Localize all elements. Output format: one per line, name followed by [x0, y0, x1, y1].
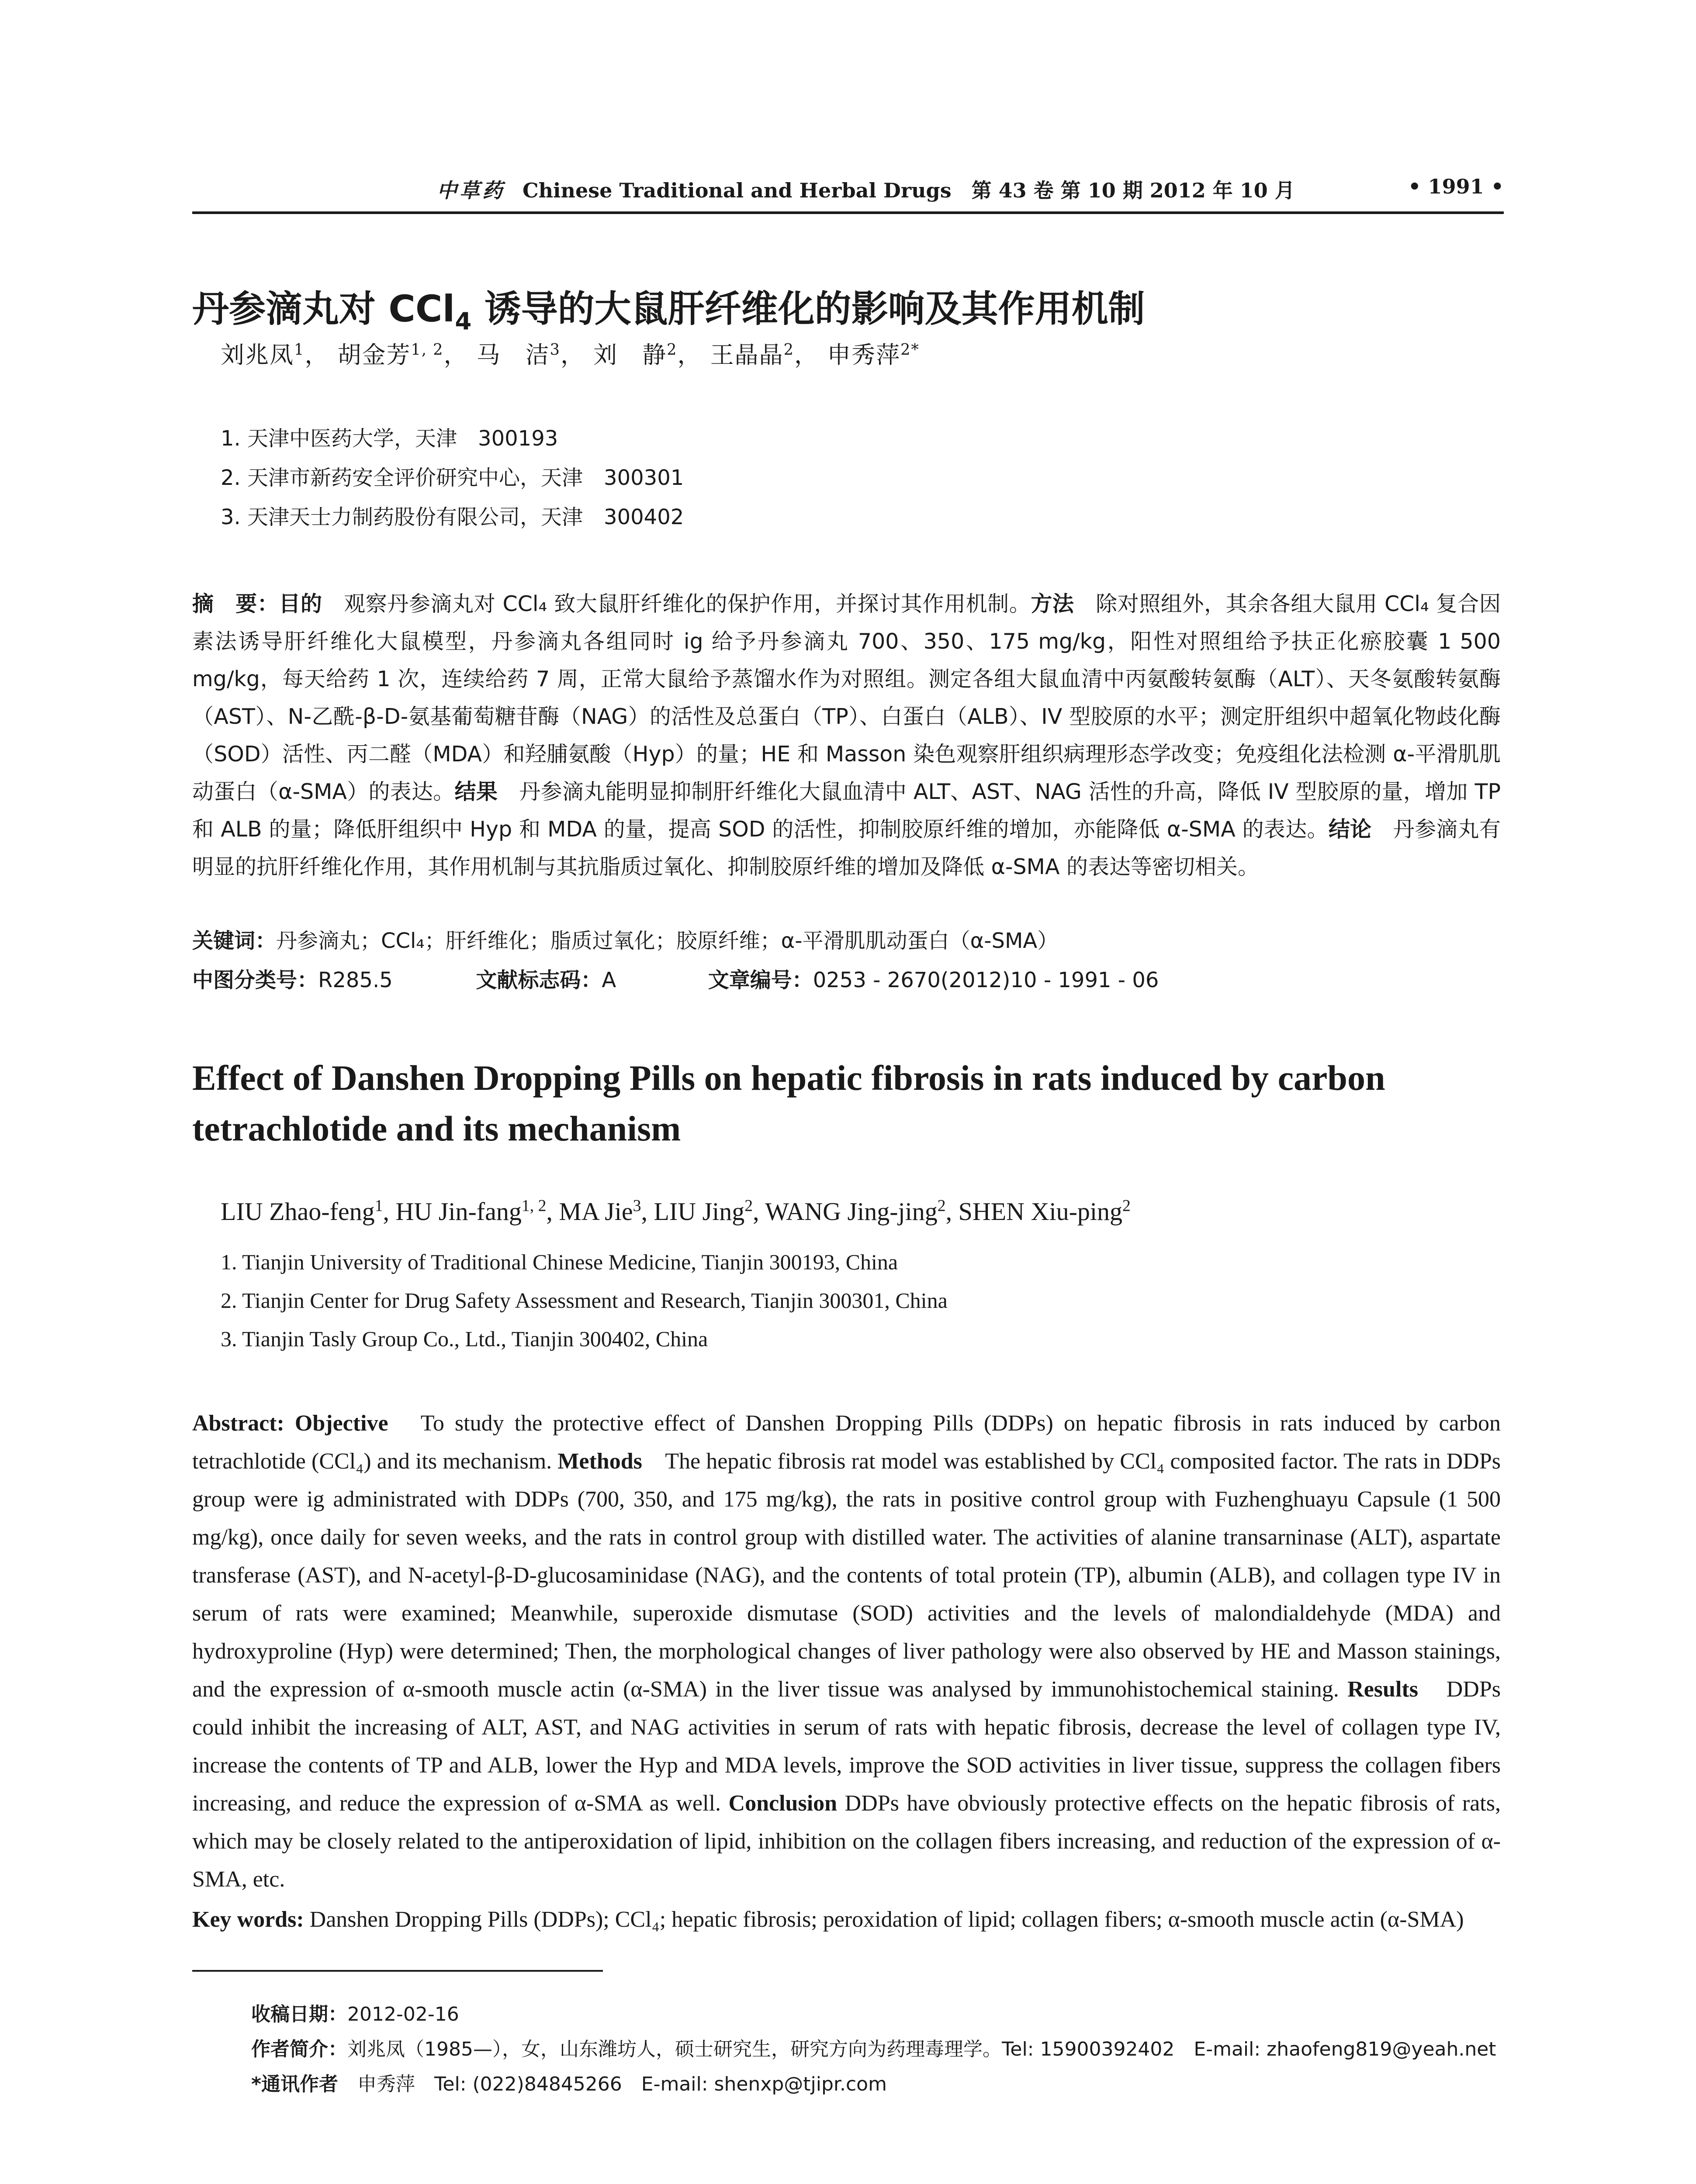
cn-author: 马 洁	[476, 341, 550, 369]
cn-author-aff: 3	[550, 341, 561, 359]
en-author-aff: 1, 2	[521, 1196, 547, 1215]
en-author: WANG Jing-jing	[765, 1197, 938, 1226]
cn-title-sub: 4	[455, 307, 472, 335]
en-author: LIU Zhao-feng	[221, 1197, 375, 1226]
journal-header	[437, 175, 1295, 204]
cn-author-aff: 2	[783, 341, 794, 359]
cn-author-aff: 2*	[900, 341, 920, 359]
received-label: 收稿日期：	[251, 2003, 347, 2025]
cn-affiliation: 3. 天津天士力制药股份有限公司，天津 300402	[221, 505, 684, 529]
clc-label: 中图分类号：	[192, 968, 318, 992]
cn-objective-label: 目的	[279, 591, 322, 616]
en-keywords-text: Danshen Dropping Pills (DDPs); CCl₄; hepatic fibrosis; peroxidation of lipid; collagen fibers; α-smooth muscle actin (α-SMA)	[309, 1907, 1464, 1932]
en-author: HU Jin-fang	[395, 1197, 522, 1226]
cn-author-list: 刘兆凤$^1$， 胡金芳$^{1, 2}$， 马 洁$^3$， 刘 静$^2$， 王晶晶$^2$， 申秀萍$^{2*}$	[221, 341, 920, 369]
footnote-author	[251, 2033, 1496, 2061]
en-author-list: LIU Zhao-feng$^1$, HU Jin-fang$^{1, 2}$, MA Jie$^3$, LIU Jing$^2$, WANG Jing-jing$^2$, SHEN Xiu-ping$^2$	[221, 1196, 1131, 1226]
cn-keywords-text: 丹参滴丸；CCl₄；肝纤维化；脂质过氧化；胶原纤维；α-平滑肌肌动蛋白（α-SMA）	[276, 929, 1059, 953]
corresponding-label: *通讯作者	[251, 2073, 339, 2095]
en-abstract	[192, 1404, 1501, 1898]
cn-keywords	[192, 924, 1058, 954]
en-author: LIU Jing	[654, 1197, 745, 1226]
footnote-corresponding	[251, 2068, 887, 2096]
page-number: • 1991 •	[1408, 175, 1504, 198]
cn-author: 胡金芳	[337, 341, 411, 369]
en-title: Effect of Danshen Dropping Pills on hepatic fibrosis in rats induced by carbon tetrachlotide and its mechanism	[192, 1058, 1385, 1148]
cn-results-label: 结果	[454, 779, 498, 804]
en-author-aff: 2	[937, 1196, 946, 1215]
cn-author: 王晶晶	[710, 341, 784, 369]
en-affiliation: 1. Tianjin University of Traditional Chinese Medicine, Tianjin 300193, China	[221, 1250, 898, 1274]
cn-objective-text: 观察丹参滴丸对 CCl₄ 致大鼠肝纤维化的保护作用，并探讨其作用机制。	[322, 591, 1031, 616]
cn-affiliation: 1. 天津中医药大学，天津 300193	[221, 426, 558, 451]
author-bio-label: 作者简介：	[251, 2038, 347, 2060]
en-author: SHEN Xiu-ping	[958, 1197, 1122, 1226]
cn-author-aff: 1, 2	[411, 341, 444, 359]
corresponding-text: 申秀萍 Tel: (022)84845266 E-mail: shenxp@tjipr.com	[338, 2073, 887, 2095]
article-no-label: 文章编号：	[708, 968, 813, 992]
journal-cn-logo: 中草药	[437, 179, 505, 202]
author-bio-text: 刘兆凤（1985—），女，山东潍坊人，硕士研究生，研究方向为药理毒理学。Tel: 15900392402 E-mail: zhaofeng819@yeah.net	[347, 2038, 1496, 2060]
en-author: MA Jie	[559, 1197, 633, 1226]
received-date: 2012-02-16	[347, 2003, 459, 2025]
doc-code-label: 文献标志码：	[476, 968, 602, 992]
cn-conclusion-label: 结论	[1328, 817, 1372, 842]
en-objective-label: Objective	[294, 1411, 388, 1436]
en-objective-text: To study the protective effect of Danshen Dropping Pills (DDPs) on hepatic fibrosis in rats induced by carbon tetrachlotide (CCl₄) and its mechanism.	[192, 1411, 1501, 1474]
cn-conclusion-text: 丹参滴丸有明显的抗肝纤维化作用，其作用机制与其抗脂质过氧化、抑制胶原纤维的增加及降低 α-SMA 的表达等密切相关。	[192, 817, 1501, 879]
en-affiliation: 3. Tianjin Tasly Group Co., Ltd., Tianjin 300402, China	[221, 1327, 708, 1351]
cn-methods-label: 方法	[1031, 591, 1074, 616]
journal-issue-line: Chinese Traditional and Herbal Drugs 第 43 卷 第 10 期 2012 年 10 月	[523, 179, 1295, 202]
cn-author: 刘兆凤	[221, 341, 294, 369]
cn-title	[192, 280, 1145, 335]
en-methods-text: The hepatic fibrosis rat model was established by CCl₄ composited factor. The rats in DDPs group were ig administrated with DDPs (700, 350, and 175 mg/kg), the rats in positive control group with Fuzhenghuayu Capsule (1 500 mg/kg), once daily for seven weeks, and the rats in control group with distilled water. The activities of alanine transarninase (ALT), aspartate transferase (AST), and N-acetyl-β-D-glucosaminidase (NAG), and the contents of total protein (TP), albumin (ALB), and collagen type IV in serum of rats were examined; Meanwhile, superoxide dismutase (SOD) activities and the levels of malondialdehyde (MDA) and hydroxyproline (Hyp) were determined; Then, the morphological changes of liver pathology were also observed by HE and Masson stainings, and the expression of α-smooth muscle actin (α-SMA) in the liver tissue was analysed by immunohistochemical staining.	[192, 1449, 1501, 1702]
en-results-label: Results	[1347, 1677, 1418, 1702]
en-methods-label: Methods	[557, 1449, 642, 1474]
footnote-received	[251, 1998, 459, 2026]
cn-abstract	[192, 585, 1501, 886]
en-author-aff: 2	[1122, 1196, 1131, 1215]
cn-author-aff: 1	[294, 341, 305, 359]
en-conclusion-text: DDPs have obviously protective effects on the hepatic fibrosis of rats, which may be closely related to the antiperoxidation of lipid, inhibition on the collagen fibers increasing, and reduction of the expression of α-SMA, etc.	[192, 1791, 1501, 1892]
cn-title-post: 诱导的大鼠肝纤维化的影响及其作用机制	[471, 287, 1145, 330]
cn-author-aff: 2	[667, 341, 678, 359]
footnote-rule	[192, 1970, 603, 1972]
doc-code-value: A	[602, 968, 616, 992]
cn-affiliation: 2. 天津市新药安全评价研究中心，天津 300301	[221, 466, 684, 490]
cn-methods-text: 除对照组外，其余各组大鼠用 CCl₄ 复合因素法诱导肝纤维化大鼠模型，丹参滴丸各组同时 ig 给予丹参滴丸 700、350、175 mg/kg，阳性对照组给予扶正化瘀胶囊 1 500 mg/kg，每天给药 1 次，连续给药 7 周，正常大鼠给予蒸馏水作为对照组。测定各组大鼠血清中丙氨酸转氨酶（ALT）、天冬氨酸转氨酶（AST）、N-乙酰-β-D-氨基葡萄糖苷酶（NAG）的活性及总蛋白（TP）、白蛋白（ALB）、IV 型胶原的水平；测定肝组织中超氧化物歧化酶（SOD）活性、丙二醛（MDA）和羟脯氨酸（Hyp）的量；HE 和 Masson 染色观察肝组织病理形态学改变；免疫组化法检测 α-平滑肌肌动蛋白（α-SMA）的表达。	[192, 591, 1501, 804]
cn-keywords-label: 关键词：	[192, 929, 277, 953]
cn-classification-line	[192, 963, 1159, 993]
en-results-text: DDPs could inhibit the increasing of ALT, AST, and NAG activities in serum of rats with hepatic fibrosis, decrease the level of collagen type IV, increase the contents of TP and ALB, lower the Hyp and MDA levels, improve the SOD activities in liver tissue, suppress the collagen fibers increasing, and reduce the expression of α-SMA as well.	[192, 1677, 1501, 1816]
cn-author: 申秀萍	[827, 341, 901, 369]
cn-results-text: 丹参滴丸能明显抑制肝纤维化大鼠血清中 ALT、AST、NAG 活性的升高，降低 IV 型胶原的量，增加 TP 和 ALB 的量；降低肝组织中 Hyp 和 MDA 的量，提高 SOD 的活性，抑制胶原纤维的增加，亦能降低 α-SMA 的表达。	[192, 779, 1501, 842]
en-keywords	[192, 1907, 1501, 1932]
cn-author: 刘 静	[593, 341, 667, 369]
en-abstract-label: Abstract:	[192, 1411, 295, 1436]
en-keywords-label: Key words:	[192, 1907, 310, 1932]
clc-value: R285.5	[318, 968, 393, 992]
en-author-aff: 3	[633, 1196, 641, 1215]
header-rule	[192, 211, 1504, 214]
en-conclusion-label: Conclusion	[728, 1791, 838, 1816]
en-author-aff: 2	[744, 1196, 753, 1215]
article-no-value: 0253 - 2670(2012)10 - 1991 - 06	[813, 968, 1159, 992]
cn-title-pre: 丹参滴丸对 CCl	[192, 287, 455, 330]
en-affiliation: 2. Tianjin Center for Drug Safety Assessment and Research, Tianjin 300301, China	[221, 1288, 948, 1313]
cn-abstract-label: 摘 要：	[192, 591, 279, 616]
en-author-aff: 1	[374, 1196, 383, 1215]
